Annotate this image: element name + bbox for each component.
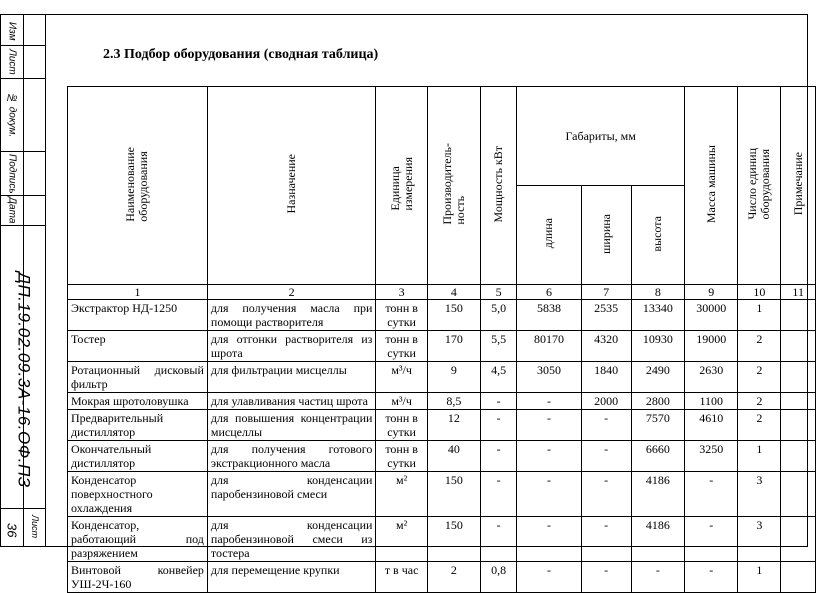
stamp-rule xyxy=(1,225,46,226)
mass-cell: - xyxy=(685,472,738,517)
equipment-purpose: для повышения концентрации мисцеллы xyxy=(207,410,376,441)
column-number: 9 xyxy=(685,285,738,300)
stamp-label-izm: Изм xyxy=(6,21,18,41)
column-number: 2 xyxy=(207,285,376,300)
note-cell xyxy=(781,362,816,393)
capacity-cell: 150 xyxy=(427,300,480,331)
length-cell: - xyxy=(517,393,581,410)
col-header-count: Число единиц оборудования xyxy=(738,87,781,285)
col-header-name: Наименование оборудования xyxy=(68,87,208,285)
mass-cell: 2630 xyxy=(685,362,738,393)
power-cell: 0,8 xyxy=(480,562,517,593)
unit-cell: м³/ч xyxy=(376,362,427,393)
capacity-cell: 9 xyxy=(427,362,480,393)
col-header-capacity: Производитель- ность xyxy=(427,87,480,285)
col-header-width: ширина xyxy=(581,186,631,285)
height-cell: 2490 xyxy=(631,362,684,393)
col-header-mass: Масса машины xyxy=(685,87,738,285)
length-cell: 3050 xyxy=(517,362,581,393)
unit-cell: т в час xyxy=(376,562,427,593)
mass-cell: 1100 xyxy=(685,393,738,410)
title-block-strip xyxy=(0,14,45,547)
count-cell: 3 xyxy=(738,472,781,517)
width-cell: 2000 xyxy=(581,393,631,410)
table-row xyxy=(68,562,816,593)
length-cell: 80170 xyxy=(517,331,581,362)
width-cell: - xyxy=(581,517,631,562)
height-cell: 7570 xyxy=(631,410,684,441)
stamp-label-date: Дата xyxy=(6,197,18,224)
note-cell xyxy=(781,517,816,562)
equipment-name: Экстрактор НД-1250 xyxy=(68,300,208,331)
equipment-name: Мокрая шротоловушка xyxy=(68,393,208,410)
width-cell: 2535 xyxy=(581,300,631,331)
table-row xyxy=(68,331,816,362)
height-cell: 4186 xyxy=(631,472,684,517)
mass-cell: 4610 xyxy=(685,410,738,441)
mass-cell: 3250 xyxy=(685,441,738,472)
note-cell xyxy=(781,562,816,593)
sheet-label: Лист xyxy=(30,515,40,539)
capacity-cell: 40 xyxy=(427,441,480,472)
mass-cell: 19000 xyxy=(685,331,738,362)
note-cell xyxy=(781,472,816,517)
capacity-cell: 170 xyxy=(427,331,480,362)
height-cell: 4186 xyxy=(631,517,684,562)
capacity-cell: 8,5 xyxy=(427,393,480,410)
width-cell: 4320 xyxy=(581,331,631,362)
section-heading: 2.3 Подбор оборудования (сводная таблица) xyxy=(103,47,379,62)
count-cell: 1 xyxy=(738,441,781,472)
col-header-note: Примечание xyxy=(781,87,816,285)
table-row xyxy=(68,300,816,331)
capacity-cell: 2 xyxy=(427,562,480,593)
equipment-purpose: для улавливания частиц шрота xyxy=(207,393,376,410)
length-cell: - xyxy=(517,562,581,593)
count-cell: 3 xyxy=(738,517,781,562)
col-header-purpose: Назначение xyxy=(207,87,376,285)
height-cell: 10930 xyxy=(631,331,684,362)
equipment-purpose: для перемещение крупки xyxy=(207,562,376,593)
unit-cell: м² xyxy=(376,472,427,517)
unit-cell: м² xyxy=(376,517,427,562)
height-cell: - xyxy=(631,562,684,593)
power-cell: - xyxy=(480,410,517,441)
equipment-name: Ротационный дисковый фильтр xyxy=(68,362,208,393)
column-number: 1 xyxy=(68,285,208,300)
column-number: 4 xyxy=(427,285,480,300)
unit-cell: тонн в сутки xyxy=(376,331,427,362)
equipment-name: Винтовой конвейер УШ-2Ч-160 xyxy=(68,562,208,593)
width-cell: - xyxy=(581,562,631,593)
note-cell xyxy=(781,393,816,410)
table-row xyxy=(68,362,816,393)
table-row xyxy=(68,410,816,441)
table-row xyxy=(68,441,816,472)
length-cell: - xyxy=(517,517,581,562)
stamp-label-list: Лист xyxy=(6,49,18,75)
table-row xyxy=(68,393,816,410)
equipment-purpose: для фильтрации мисцеллы xyxy=(207,362,376,393)
power-cell: 5,0 xyxy=(480,300,517,331)
power-cell: - xyxy=(480,517,517,562)
count-cell: 1 xyxy=(738,562,781,593)
equipment-purpose: для получения готового экстракционного масла xyxy=(207,441,376,472)
table-row xyxy=(68,472,816,517)
note-cell xyxy=(781,331,816,362)
power-cell: 5,5 xyxy=(480,331,517,362)
capacity-cell: 150 xyxy=(427,472,480,517)
equipment-table xyxy=(67,86,816,593)
height-cell: 13340 xyxy=(631,300,684,331)
power-cell: - xyxy=(480,472,517,517)
note-cell xyxy=(781,441,816,472)
col-header-length: длина xyxy=(517,186,581,285)
col-header-height: высота xyxy=(631,186,684,285)
length-cell: - xyxy=(517,441,581,472)
width-cell: - xyxy=(581,472,631,517)
equipment-name: Тостер xyxy=(68,331,208,362)
stamp-label-signature: Подпись xyxy=(6,153,18,194)
power-cell: 4,5 xyxy=(480,362,517,393)
equipment-name: Окончательный дистиллятор xyxy=(68,441,208,472)
width-cell: - xyxy=(581,410,631,441)
column-number: 8 xyxy=(631,285,684,300)
equipment-purpose: для конденсации паробензиновой смеси xyxy=(207,472,376,517)
count-cell: 2 xyxy=(738,410,781,441)
note-cell xyxy=(781,300,816,331)
count-cell: 1 xyxy=(738,300,781,331)
length-cell: 5838 xyxy=(517,300,581,331)
col-header-dimensions: Габариты, мм xyxy=(517,87,685,186)
equipment-purpose: для отгонки растворителя из шрота xyxy=(207,331,376,362)
note-cell xyxy=(781,410,816,441)
unit-cell: тонн в сутки xyxy=(376,300,427,331)
column-number: 6 xyxy=(517,285,581,300)
column-number-row xyxy=(68,285,816,300)
equipment-name: Предварительный дистиллятор xyxy=(68,410,208,441)
column-number: 7 xyxy=(581,285,631,300)
equipment-name: Конденсатор, работающий под разряжением xyxy=(68,517,208,562)
width-cell: - xyxy=(581,441,631,472)
count-cell: 2 xyxy=(738,393,781,410)
length-cell: - xyxy=(517,472,581,517)
document-code: ДП.19.02.09.3А-16.ОФ.ПЗ xyxy=(14,272,34,488)
equipment-purpose: для получения масла при помощи растворителя xyxy=(207,300,376,331)
column-number: 5 xyxy=(480,285,517,300)
column-number: 10 xyxy=(738,285,781,300)
table-row xyxy=(68,517,816,562)
mass-cell: - xyxy=(685,562,738,593)
column-number: 11 xyxy=(781,285,816,300)
stamp-label-doc-number: № докум. xyxy=(6,92,18,138)
unit-cell: тонн в сутки xyxy=(376,441,427,472)
height-cell: 6660 xyxy=(631,441,684,472)
header-row xyxy=(68,87,816,186)
sheet-number: 36 xyxy=(4,522,20,538)
unit-cell: м³/ч xyxy=(376,393,427,410)
height-cell: 2800 xyxy=(631,393,684,410)
equipment-purpose: для конденсации паробензиновой смеси из тостера xyxy=(207,517,376,562)
capacity-cell: 12 xyxy=(427,410,480,441)
column-number: 3 xyxy=(376,285,427,300)
width-cell: 1840 xyxy=(581,362,631,393)
unit-cell: тонн в сутки xyxy=(376,410,427,441)
power-cell: - xyxy=(480,441,517,472)
count-cell: 2 xyxy=(738,331,781,362)
mass-cell: - xyxy=(685,517,738,562)
col-header-unit: Единица измерения xyxy=(376,87,427,285)
capacity-cell: 150 xyxy=(427,517,480,562)
power-cell: - xyxy=(480,393,517,410)
count-cell: 2 xyxy=(738,362,781,393)
mass-cell: 30000 xyxy=(685,300,738,331)
length-cell: - xyxy=(517,410,581,441)
col-header-power: Мощность кВт xyxy=(480,87,517,285)
equipment-name: Конденсатор поверхностного охлаждения xyxy=(68,472,208,517)
